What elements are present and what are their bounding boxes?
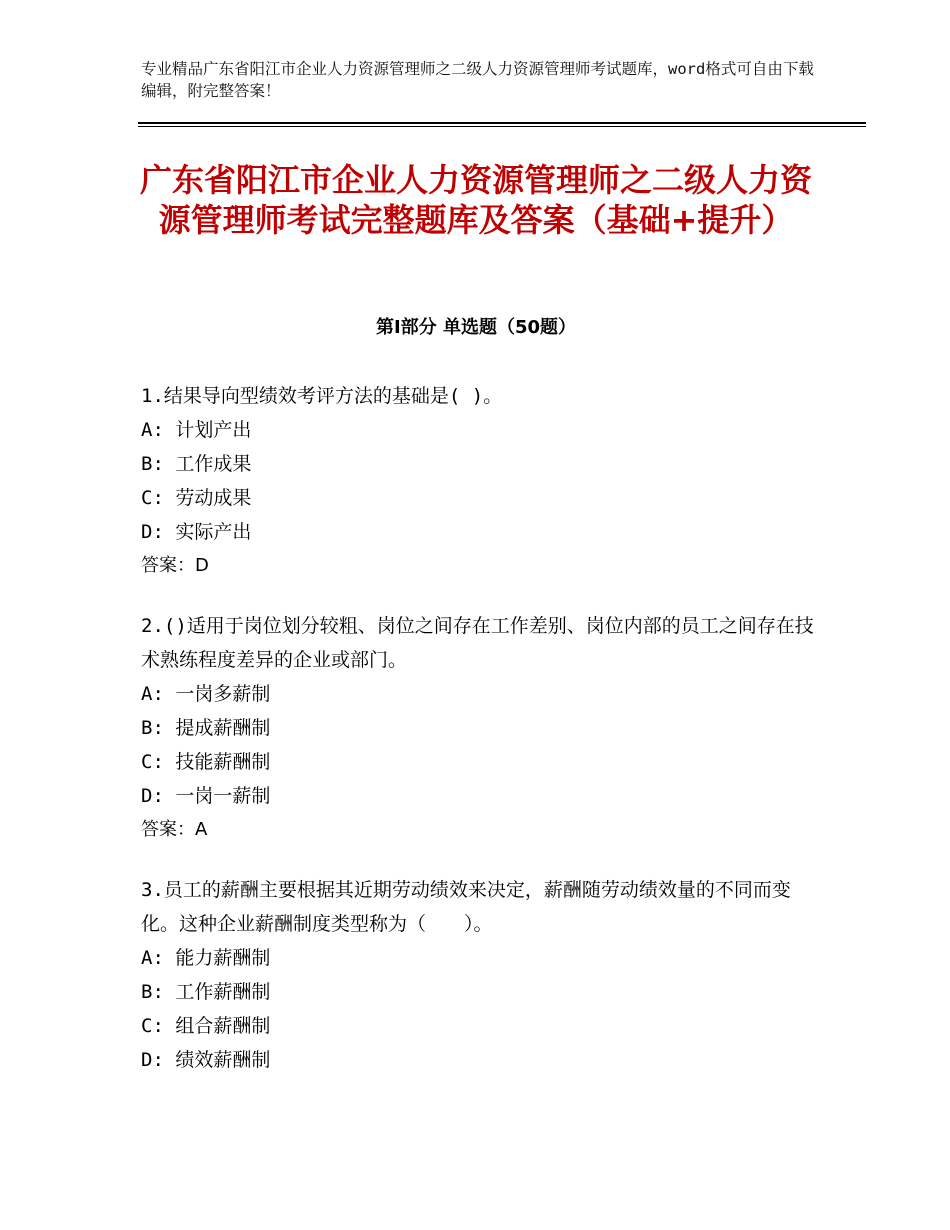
section-title: 第Ⅰ部分 单选题（50题） <box>375 317 576 338</box>
option-a: A: 计划产出 <box>141 419 252 441</box>
option-b: B: 工作薪酬制 <box>141 981 271 1003</box>
question-list <box>141 379 821 1103</box>
question-stem: 1.结果导向型绩效考评方法的基础是( )。 <box>141 385 503 407</box>
option-b: B: 工作成果 <box>141 453 252 475</box>
question-stem: 3.员工的薪酬主要根据其近期劳动绩效来决定，薪酬随劳动绩效量的不同而变化。这种企业薪酬制度类型称为（ ）。 <box>141 879 791 935</box>
answer-line: 答案：A <box>141 819 208 840</box>
question-stem: 2.()适用于岗位划分较粗、岗位之间存在工作差别、岗位内部的员工之间存在技术熟练程度差异的企业或部门。 <box>141 615 814 671</box>
option-d: D: 实际产出 <box>141 521 252 543</box>
document-title: 广东省阳江市企业人力资源管理师之二级人力资源管理师考试完整题库及答案（基础+提升） <box>139 161 812 239</box>
option-a: A: 能力薪酬制 <box>141 947 271 969</box>
question-3 <box>141 873 821 1077</box>
question-1 <box>141 379 821 583</box>
option-c: C: 劳动成果 <box>141 487 252 509</box>
option-c: C: 组合薪酬制 <box>141 1015 271 1037</box>
answer-line: 答案：D <box>141 555 209 576</box>
option-d: D: 一岗一薪制 <box>141 785 271 807</box>
header-rule-thick <box>138 122 866 124</box>
option-a: A: 一岗多薪制 <box>141 683 271 705</box>
option-d: D: 绩效薪酬制 <box>141 1049 271 1071</box>
header-rule-thin <box>138 126 866 127</box>
question-2 <box>141 609 821 847</box>
option-b: B: 提成薪酬制 <box>141 717 271 739</box>
header-note: 专业精品广东省阳江市企业人力资源管理师之二级人力资源管理师考试题库，word格式可自由下载编辑，附完整答案！ <box>141 60 814 100</box>
option-c: C: 技能薪酬制 <box>141 751 271 773</box>
